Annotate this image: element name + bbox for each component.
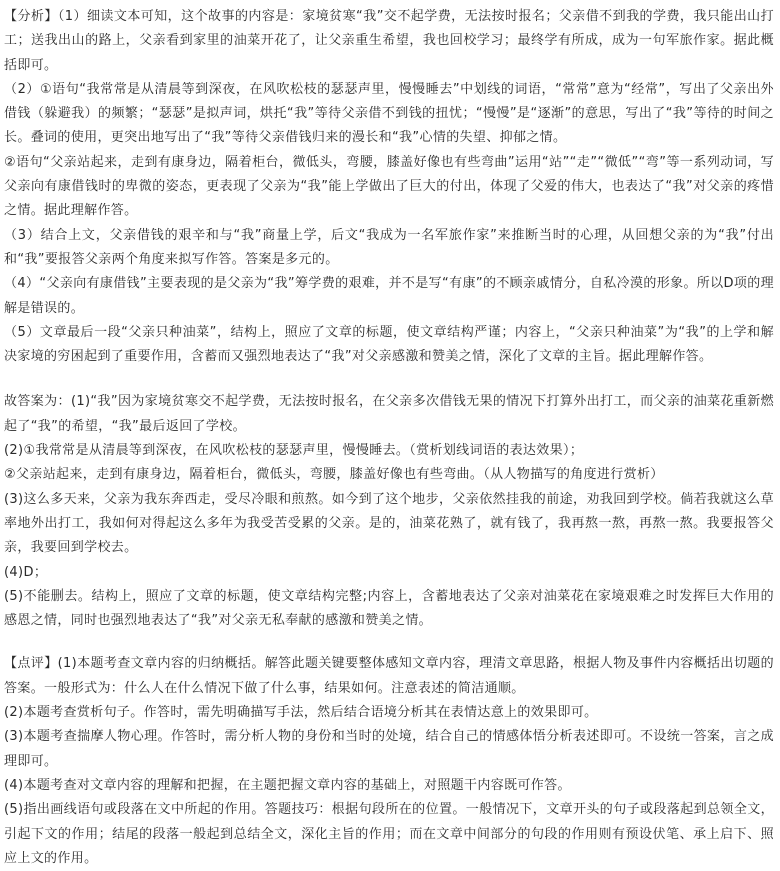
answer-section (4, 390, 774, 633)
commentary-q4-paragraph: (4)本题考查对文章内容的理解和把握，在主题把握文章内容的基础上，对照题干内容既可作答。 (4, 777, 571, 793)
section-spacer (4, 369, 774, 390)
commentary-section (4, 652, 774, 871)
answer-q1-paragraph: 故答案为：(1)“我”因为家境贫寒交不起学费，无法按时报名，在父亲多次借钱无果的情况下打算外出打工，而父亲的油菜花重新燃起了“我”的希望，“我”最后返回了学校。 (4, 394, 774, 434)
answer-q4-paragraph: (4)D； (4, 564, 48, 580)
commentary-q5-paragraph: (5)指出画线语句或段落在文中所起的作用。答题技巧：根据句段所在的位置。一般情况下，文章开头的句子或段落起到总领全文，引起下文的作用；结尾的段落一般起到总结全文，深化主旨的作用；而在文章中间部分的句段的作用则有预设伏笔、承上启下、照应上文的作用。 (4, 802, 774, 866)
analysis-q2-paragraph-1 (4, 78, 774, 151)
section-spacer (4, 633, 774, 652)
commentary-q3-paragraph: (3)本题考查揣摩人物心理。作答时，需分析人物的身份和当时的处境，结合自己的情感体悟分析表述即可。不设统一答案，言之成理即可。 (4, 729, 774, 769)
analysis-q2-paragraph-2: ②语句“父亲站起来，走到有康身边，隔着柜台，微低头，弯腰，膝盖好像也有些弯曲”运用“站”“走”“微低”“弯”等一系列动词，写父亲向有康借钱时的卑微的姿态，更表现了父亲为“我”能上学做出了巨大的付出，体现了父爱的伟大，也表达了“我”对父亲的疼惜之情。据此理解作答。 (4, 154, 774, 219)
answer-q3-paragraph: (3)这么多天来，父亲为我东奔西走，受尽冷眼和煎熬。如今到了这个地步，父亲依然挂我的前途，劝我回到学校。倘若我就这么草率地外出打工，我如何对得起这么多年为我受苦受累的父亲。是的，油菜花熟了，就有钱了，我再熬一熬，再熬一熬。我要报答父亲，我要回到学校去。 (4, 491, 774, 556)
answer-q2-paragraph-2: ②父亲站起来，走到有康身边，隔着柜台，微低头，弯腰，膝盖好像也有些弯曲。（从人物描写的角度进行赏析） (4, 467, 664, 483)
analysis-intro-paragraph: 【分析】（1）细读文本可知，这个故事的内容是：家境贫寒“我”交不起学费，无法按时报名；父亲借不到我的学费，我只能出山打工；送我出山的路上，父亲看到家里的油菜开花了，让父亲重生希望，我也回校学习；最终学有所成，成为一句军旅作家。据此概括即可。 (4, 9, 774, 73)
analysis-q5-paragraph: （5）文章最后一段“父亲只种油菜”，结构上，照应了文章的标题，使文章结构严谨；内容上，“父亲只种油菜”为“我”的上学和解决家境的穷困起到了重要作用，含蓄而又强烈地表达了“我”对父亲感激和赞美之情，深化了文章的主旨。据此理解作答。 (4, 324, 774, 365)
answer-q5-paragraph: (5)不能删去。结构上，照应了文章的标题，使文章结构完整;内容上，含蓄地表达了父亲对油菜花在家境艰难之时发挥巨大作用的感恩之情，同时也强烈地表达了“我”对父亲无私奉献的感激和赞美之情。 (4, 588, 774, 629)
analysis-section (4, 5, 774, 369)
commentary-q1-paragraph: 【点评】(1)本题考查文章内容的归纳概括。解答此题关键要整体感知文章内容，理清文章思路，根据人物及事件内容概括出切题的答案。一般形式为：什么人在什么情况下做了什么事，结果如何。注意表述的简洁通顺。 (4, 656, 774, 696)
answer-q2-paragraph-1: (2)①我常常是从清晨等到深夜，在风吹松枝的瑟瑟声里，慢慢睡去。（赏析划线词语的表达效果）； (4, 443, 584, 459)
commentary-q2-paragraph: (2)本题考查赏析句子。作答时，需先明确描写手法，然后结合语境分析其在表情达意上的效果即可。 (4, 705, 598, 721)
analysis-q4-paragraph: （4）“父亲向有康借钱”主要表现的是父亲为“我”筹学费的艰难，并不是写“有康”的不顾亲戚情分，自私冷漠的形象。所以D项的理解是错误的。 (4, 276, 774, 316)
analysis-q2-text: （2）①语句“我常常是从清晨等到深夜，在风吹松枝的瑟瑟声里，慢慢睡去”中划线的词语，“常常”意为“经常”，写出了父亲出外借钱（躲避我）的频繁；“瑟瑟”是拟声词，烘托“我”等待父亲借不到钱的扭忧；“慢慢”是“逐渐”的意思，写出了“我”等待的时间之长。叠词的使用，更突出地写出了“我”等待父亲借钱归来的漫长和“我”心情的失望、抑郁之情。 (4, 81, 774, 146)
analysis-q3-paragraph: （3）结合上文，父亲借钱的艰辛和与“我”商量上学，后文“我成为一名军旅作家”来推断当时的心理，从回想父亲的为“我”付出和“我”要报答父亲两个角度来拟写作答。答案是多元的。 (4, 227, 774, 267)
